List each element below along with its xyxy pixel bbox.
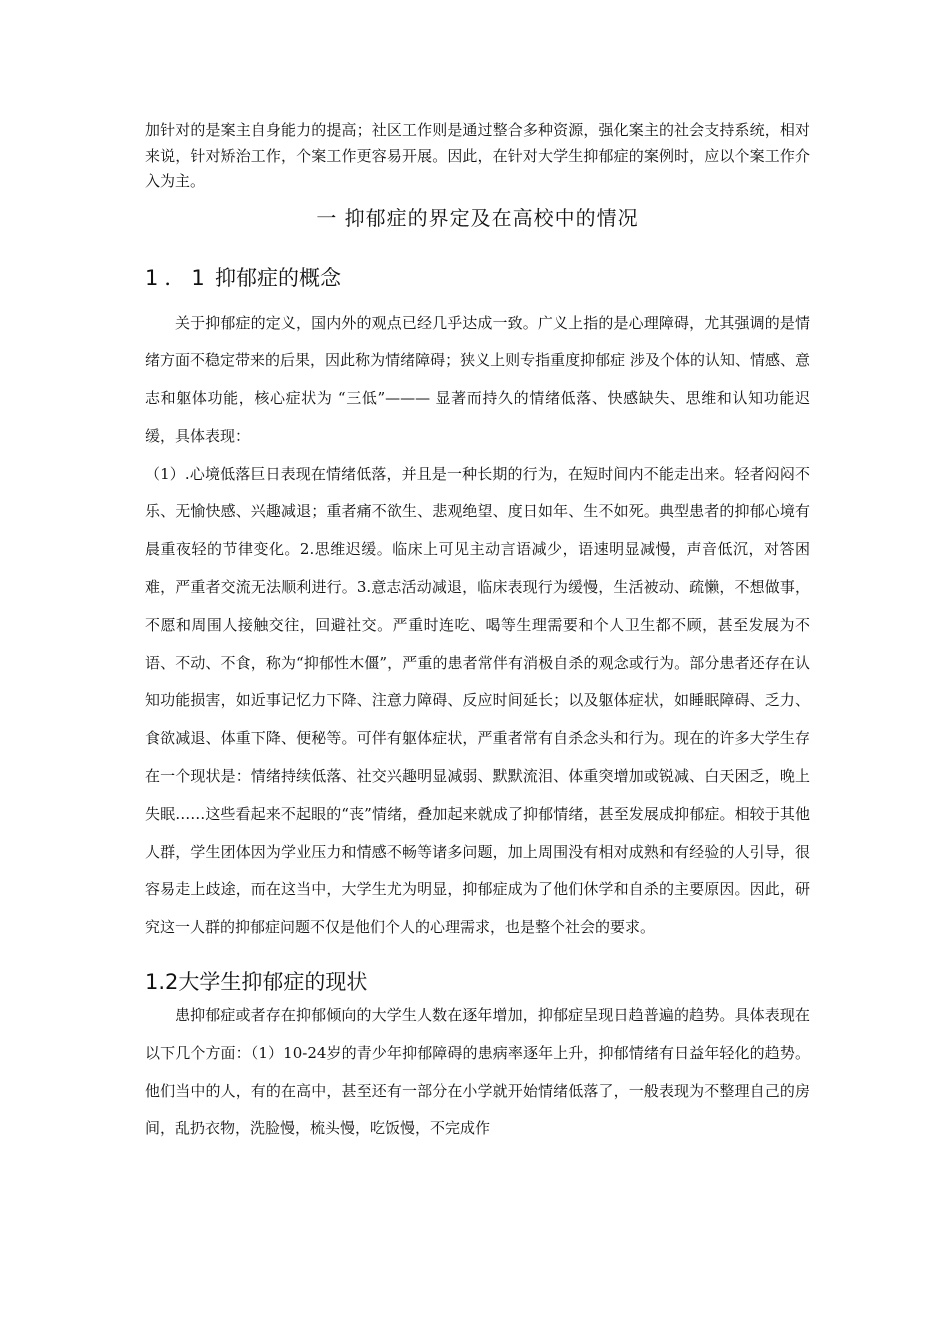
section-title: 抑郁症的概念 <box>215 265 341 290</box>
section-heading-1-1 <box>145 263 810 293</box>
section-heading-1-2: 1.2大学生抑郁症的现状 <box>145 970 368 995</box>
definition-paragraph: 关于抑郁症的定义，国内外的观点已经几乎达成一致。广义上指的是心理障碍，尤其强调的是情绪方面不稳定带来的后果，因此称为情绪障碍；狭义上则专指重度抑郁症 涉及个体的认知、情感、意志和躯体功能，核心症状为 “三低”——— 显著而持久的情绪低落、快感缺失、思维和认知功能迟缓，具体表现： <box>145 313 810 445</box>
status-paragraph: 患抑郁症或者存在抑郁倾向的大学生人数在逐年增加，抑郁症呈现日趋普遍的趋势。具体表现在以下几个方面：（1）10-24岁的青少年抑郁障碍的患病率逐年上升，抑郁情绪有日益年轻化的趋势。他们当中的人，有的在高中，甚至还有一部分在小学就开始情绪低落了，一般表现为不整理自己的房间，乱扔衣物，洗脸慢，梳头慢，吃饭慢，不完成作 <box>145 1006 810 1138</box>
chapter-title: 一 抑郁症的界定及在高校中的情况 <box>316 205 639 230</box>
intro-paragraph: 加针对的是案主自身能力的提高；社区工作则是通过整合多种资源，强化案主的社会支持系统，相对来说，针对矫治工作，个案工作更容易开展。因此，在针对大学生抑郁症的案例时，应以个案工作介入为主。 <box>145 121 810 190</box>
document-page <box>145 118 810 1148</box>
section-number: 1．1 <box>145 265 211 290</box>
symptoms-paragraph: （1）.心境低落巨日表现在情绪低落，并且是一种长期的行为，在短时间内不能走出来。轻者闷闷不乐、无愉快感、兴趣减退；重者痛不欲生、悲观绝望、度日如年、生不如死。典型患者的抑郁心境有晨重夜轻的节律变化。2.思维迟缓。临床上可见主动言语减少，语速明显减慢，声音低沉，对答困难，严重者交流无法顺利进行。3.意志活动减退，临床表现行为缓慢，生活被动、疏懒，不想做事，不愿和周围人接触交往，回避社交。严重时连吃、喝等生理需要和个人卫生都不顾，甚至发展为不语、不动、不食，称为“抑郁性木僵”，严重的患者常伴有消极自杀的观念或行为。部分患者还存在认知功能损害，如近事记忆力下降、注意力障碍、反应时间延长；以及躯体症状，如睡眠障碍、乏力、食欲减退、体重下降、便秘等。可伴有躯体症状，严重者常有自杀念头和行为。现在的许多大学生存在一个现状是：情绪持续低落、社交兴趣明显减弱、默默流泪、体重突增加或锐减、白天困乏，晚上失眠……这些看起来不起眼的“丧”情绪，叠加起来就成了抑郁情绪，甚至发展成抑郁症。相较于其他人群，学生团体因为学业压力和情感不畅等诸多问题，加上周围没有相对成熟和有经验的人引导，很容易走上歧途，而在这当中，大学生尤为明显，抑郁症成为了他们休学和自杀的主要原因。因此，研究这一人群的抑郁症问题不仅是他们个人的心理需求，也是整个社会的要求。 <box>145 464 810 937</box>
